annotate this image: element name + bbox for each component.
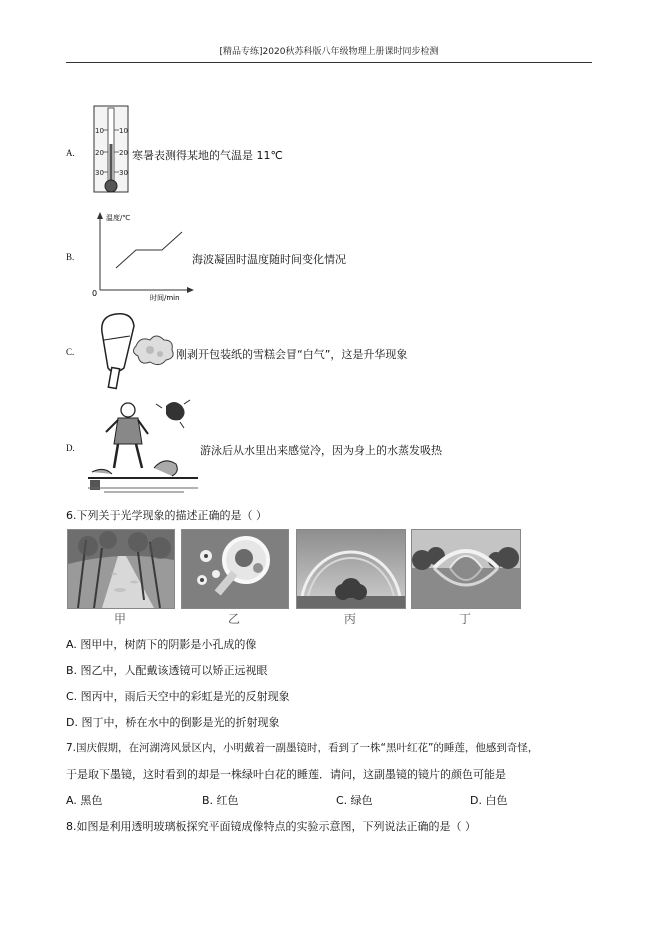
photo-yi-lens [181,529,289,609]
q7-stem-line2: 于是取下墨镜，这时看到的却是一株绿叶白花的睡莲．请问，这副墨镜的镜片的颜色可能是 [66,768,506,781]
option-b-text: 海波凝固时温度随时间变化情况 [192,253,346,266]
q7-stem-line1: 7.国庆假期，在河湖湾风景区内，小明戴着一副墨镜时，看到了一株“黑叶红花”的睡莲，他感到奇怪， [66,742,539,754]
q6-option-a: A. 图甲中，树荫下的阴影是小孔成的像 [66,638,257,651]
swimmer-image [84,398,202,494]
tick-left-10: 10 [95,127,104,135]
q7-option-a: A. 黑色 [66,794,103,807]
tick-right-30: 30 [119,169,128,177]
cooling-graph [86,206,196,302]
graph-xlabel: 时间/min [150,294,180,302]
q6-option-d: D. 图丁中，桥在水中的倒影是光的折射现象 [66,716,280,729]
option-d-text: 游泳后从水里出来感觉冷，因为身上的水蒸发吸热 [200,444,442,457]
caption-bing: 丙 [343,612,356,626]
tick-left-30: 30 [95,169,104,177]
q7-option-d: D. 白色 [470,794,508,807]
page-header: [精品专练]2020秋苏科版八年级物理上册课时同步检测 [66,44,592,63]
q7-option-c: C. 绿色 [336,794,373,807]
q6-option-b: B. 图乙中，人配戴该透镜可以矫正远视眼 [66,664,268,677]
photo-bing-rainbow [296,529,406,609]
q7-option-b: B. 红色 [202,794,239,807]
caption-ding: 丁 [458,612,471,626]
photo-ding-bridge [411,529,521,609]
photo-jia-tree-shade [67,529,175,609]
tick-right-20: 20 [119,149,128,157]
q6-stem: 6.下列关于光学现象的描述正确的是（ ） [66,509,267,522]
q8-stem: 8.如图是利用透明玻璃板探究平面镜成像特点的实验示意图，下列说法正确的是（ ） [66,820,476,833]
caption-jia: 甲 [113,612,126,626]
tick-left-20: 20 [95,149,104,157]
thermometer-image [88,104,134,200]
option-c-letter: C. [66,347,75,357]
option-b-letter: B. [66,252,75,262]
option-a-letter: A. [66,148,75,158]
q6-option-c: C. 图丙中，雨后天空中的彩虹是光的反射现象 [66,690,290,703]
graph-origin: 0 [92,289,98,298]
option-a-text: 寒暑表测得某地的气温是 11℃ [132,149,283,162]
option-d-letter: D. [66,443,75,453]
option-c-text: 刚剥开包装纸的雪糕会冒“白气”，这是升华现象 [176,348,408,361]
caption-yi: 乙 [227,612,240,626]
ice-cream-image [94,310,178,392]
graph-ylabel: 温度/℃ [106,214,131,222]
tick-right-10: 10 [119,127,128,135]
